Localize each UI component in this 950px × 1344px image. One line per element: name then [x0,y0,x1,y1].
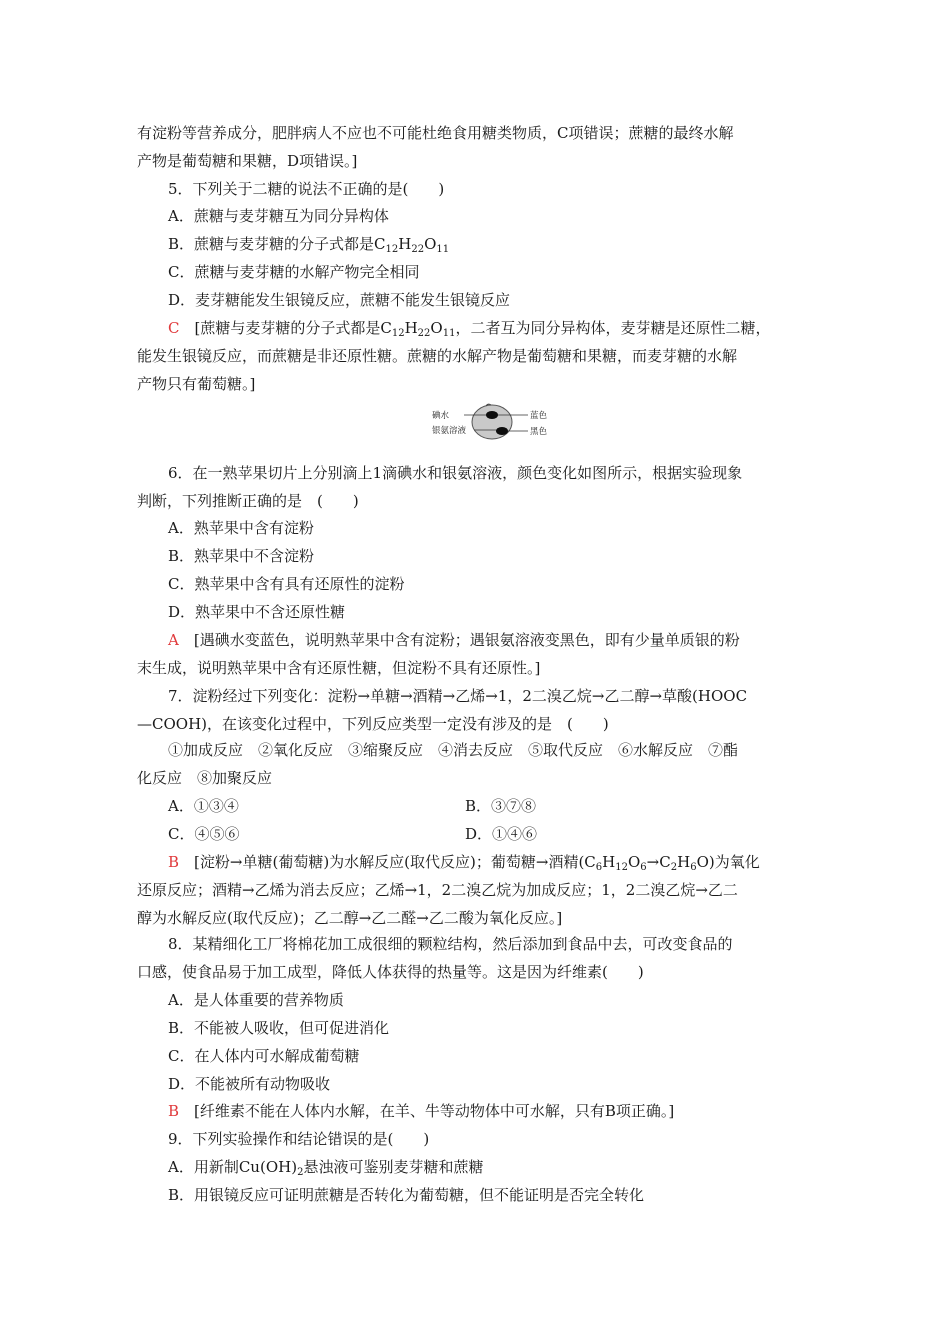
q8-option-d: D．不能被所有动物吸收 [168,1075,331,1093]
q5-option-c: C．蔗糖与麦芽糖的水解产物完全相同 [168,263,420,281]
paragraph-line: 化反应 ⑧加聚反应 [137,769,273,787]
q7-option-d: D．①④⑥ [465,825,538,843]
q6-option-a: A．熟苹果中含有淀粉 [168,519,314,537]
q9-option-b: B．用银镜反应可证明蔗糖是否转化为葡萄糖，但不能证明是否完全转化 [168,1186,645,1204]
paragraph-line: 产物是葡萄糖和果糖，D项错误。] [137,152,358,170]
figure-label-black: 黑色 [530,427,548,437]
q7-explanation: B [淀粉→单糖(葡萄糖)为水解反应(取代反应)；葡萄糖→酒精$(C_6H_{12}O_6\to C_2H_6O)$为氧化 [168,853,760,873]
q7-option-a: A．①③④ [168,797,239,815]
paragraph-line: 能发生银镜反应，而蔗糖是非还原性糖。蔗糖的水解产物是葡萄糖和果糖，而麦芽糖的水解 [137,347,738,365]
question-7-stem: 7．淀粉经过下列变化：淀粉→单糖→酒精→乙烯→1，2二溴乙烷→乙二醇→草酸(HOOC [168,687,748,705]
apple-slice-figure [430,400,555,444]
q6-explanation: A [遇碘水变蓝色，说明熟苹果中含有淀粉；遇银氨溶液变黑色，即有少量单质银的粉 [168,631,740,649]
paragraph-line: 判断，下列推断正确的是 ( ) [137,492,359,510]
q6-option-d: D．熟苹果中不含还原性糖 [168,603,346,621]
q7-reaction-types: ①加成反应 ②氧化反应 ③缩聚反应 ④消去反应 ⑤取代反应 ⑥水解反应 ⑦酯 [168,741,739,759]
q6-option-c: C．熟苹果中含有具有还原性的淀粉 [168,575,405,593]
q5-answer: C [168,319,180,337]
figure-label-blue: 蓝色 [530,411,548,421]
q5-option-a: A．蔗糖与麦芽糖互为同分异构体 [168,207,389,225]
paragraph-line: 末生成，说明熟苹果中含有还原性糖，但淀粉不具有还原性。] [137,659,541,677]
q8-option-a: A．是人体重要的营养物质 [168,991,344,1009]
paragraph-line: 醇为水解反应(取代反应)；乙二醇→乙二醛→乙二酸为氧化反应。] [137,909,563,927]
paragraph-line: 产物只有葡萄糖。] [137,375,256,393]
question-5-stem: 5．下列关于二糖的说法不正确的是( ) [168,180,445,198]
question-9-stem: 9．下列实验操作和结论错误的是( ) [168,1130,430,1148]
q7-option-b: B．③⑦⑧ [465,797,537,815]
figure-label-iodine: 碘水 [432,411,450,421]
paragraph-line: 有淀粉等营养成分，肥胖病人不应也不可能杜绝食用糖类物质，C项错误；蔗糖的最终水解 [137,124,734,142]
q8-explanation: B [纤维素不能在人体内水解，在羊、牛等动物体中可水解，只有B项正确。] [168,1102,675,1120]
q8-option-c: C．在人体内可水解成葡萄糖 [168,1047,360,1065]
iodine-drop-spot [486,411,498,419]
q5-option-b: B．蔗糖与麦芽糖的分子式都是$C_{12}H_{22}O_{11}$ [168,235,450,255]
silver-drop-spot [496,427,508,435]
q7-option-c: C．④⑤⑥ [168,825,240,843]
q8-answer: B [168,1102,180,1120]
q6-option-b: B．熟苹果中不含淀粉 [168,547,315,565]
question-8-stem: 8．某精细化工厂将棉花加工成很细的颗粒结构，然后添加到食品中去，可改变食品的 [168,935,733,953]
q8-option-b: B．不能被人吸收，但可促进消化 [168,1019,390,1037]
q7-answer: B [168,853,180,871]
paragraph-line: —COOH)，在该变化过程中，下列反应类型一定没有涉及的是 ( ) [137,715,609,733]
q5-explanation: C [蔗糖与麦芽糖的分子式都是$C_{12}H_{22}O_{11}$，二者互为同分异构体，麦芽糖是还原性二糖， [168,319,771,339]
q6-answer: A [168,631,179,649]
paragraph-line: 还原反应；酒精→乙烯为消去反应；乙烯→1，2二溴乙烷为加成反应；1，2二溴乙烷→乙二 [137,881,738,899]
question-6-stem: 6．在一熟苹果切片上分别滴上1滴碘水和银氨溶液，颜色变化如图所示，根据实验现象 [168,464,743,482]
q9-option-a: A．用新制$Cu(OH)_2$悬浊液可鉴别麦芽糖和蔗糖 [168,1158,484,1178]
q5-option-d: D．麦芽糖能发生银镜反应，蔗糖不能发生银镜反应 [168,291,511,309]
paragraph-line: 口感，使食品易于加工成型，降低人体获得的热量等。这是因为纤维素( ) [137,963,644,981]
figure-label-silver-ammonia: 银氨溶液 [432,426,467,436]
